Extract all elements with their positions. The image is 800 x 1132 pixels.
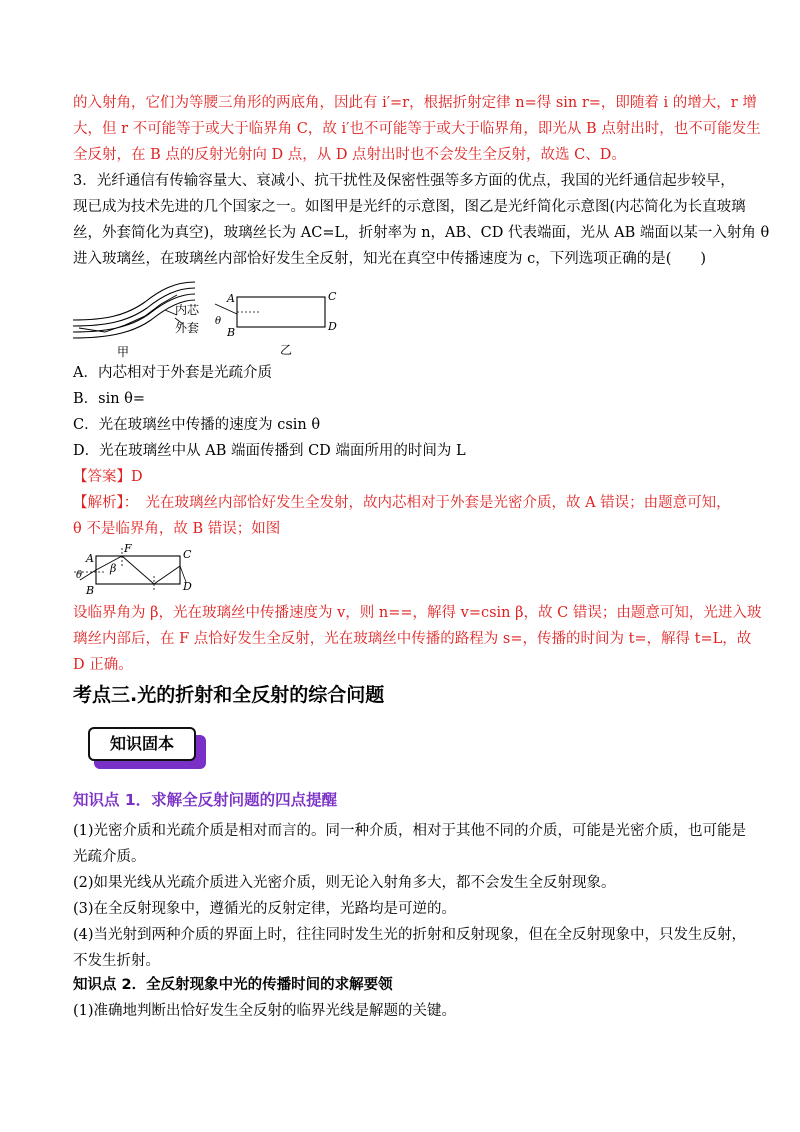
text-line: 现已成为技术先进的几个国家之一。如图甲是光纤的示意图，图乙是光纤简化示意图(内芯简化为长直玻璃 [73,199,746,215]
badge-label: 知识固本 [88,727,196,761]
text-line: 的入射角，它们为等腰三角形的两底角，因此有 i′=r，根据折射定律 n=得 sin r=，即随着 i 的增大，r 增 [73,95,757,111]
option-d: D．光在玻璃丝中从 AB 端面传播到 CD 端面所用的时间为 L [73,443,466,459]
fiber-figure [65,280,365,362]
knowledge-point-1-title: 知识点 1．求解全反射问题的四点提醒 [73,791,338,809]
analysis-line: 璃丝内部后，在 F 点恰好发生全反射，光在玻璃丝中传播的路程为 s=，传播的时间为 t=，解得 t=L，故 [73,631,752,647]
analysis-continued [73,600,762,678]
knowledge-badge [88,727,206,769]
text-line: (1)光密介质和光疏介质是相对而言的。同一种介质，相对于其他不同的介质，可能是光密介质，也可能是 [73,823,747,839]
analysis-line: 设临界角为 β，光在玻璃丝中传播速度为 v，则 n==，解得 v=csin β，故 C 错误；由题意可知，光进入玻 [73,605,762,621]
analysis-figure [70,542,210,598]
question-3-options [73,360,733,464]
label-A: A [86,552,94,565]
jacket-label: 外套 [175,321,200,335]
label-F: F [124,542,132,555]
option-c: C．光在玻璃丝中传播的速度为 csin θ [73,417,321,433]
text-line: (4)当光射到两种介质的界面上时，往往同时发生光的折射和反射现象，但在全反射现象中，只发生反射， [73,927,747,943]
label-B: B [227,326,236,339]
answer-label: 【答案】D [73,469,143,485]
text-line: 大，但 r 不可能等于或大于临界角 C，故 i′也不可能等于或大于临界角，即光从 B 点射出时，也不可能发生 [73,121,761,137]
section-title: 考点三.光的折射和全反射的综合问题 [73,684,385,706]
analysis-line: θ 不是临界角，故 B 错误；如图 [73,521,281,537]
label-D: D [183,580,192,593]
text-line: 进入玻璃丝，在玻璃丝内部恰好发生全反射，知光在真空中传播速度为 c，下列选项正确的是( ) [73,251,707,267]
question-3-stem [73,168,770,272]
text-line: (1)准确地判断出恰好发生全反射的临界光线是解题的关键。 [73,1003,457,1019]
text-line: 全反射，在 B 点的反射光射向 D 点，从 D 点射出时也不会发生全反射，故选 C、D。 [73,147,626,163]
figure-jia-label: 甲 [117,345,130,359]
answer-analysis [73,464,733,542]
core-label: 内芯 [175,303,200,317]
knowledge-point-2-title: 知识点 2．全反射现象中光的传播时间的求解要领 [73,977,393,993]
label-beta: β [110,562,117,575]
text-line: (2)如果光线从光疏介质进入光密介质，则无论入射角多大，都不会发生全反射现象。 [73,875,616,891]
knowledge-point-1-body [73,818,747,974]
label-theta: θ [215,316,222,327]
analysis-line: D 正确。 [73,657,133,673]
figure-yi-label: 乙 [280,343,293,357]
label-A: A [227,292,235,305]
label-D: D [328,320,337,333]
option-b: B．sin θ= [73,391,146,407]
text-line: 不发生折射。 [73,953,160,969]
text-line: 丝，外套简化为真空)，玻璃丝长为 AC=L，折射率为 n，AB、CD 代表端面，光从 AB 端面以某一入射角 θ [73,225,770,241]
text-line: 光疏介质。 [73,849,146,865]
text-line: 3．光纤通信有传输容量大、衰减小、抗干扰性及保密性强等多方面的优点，我国的光纤通信起步较早， [73,173,735,189]
previous-solution [73,90,761,168]
option-a: A．内芯相对于外套是光疏介质 [73,365,272,381]
analysis-line: 【解析】： 光在玻璃丝内部恰好发生全发射，故内芯相对于外套是光密介质，故 A 错误；由题意可知， [73,495,731,511]
label-theta: θ [76,570,83,581]
knowledge-point-2-body [73,998,733,1024]
label-B: B [86,584,95,597]
label-C: C [183,548,192,561]
text-line: (3)在全反射现象中，遵循光的反射定律，光路均是可逆的。 [73,901,457,917]
label-C: C [328,290,337,303]
